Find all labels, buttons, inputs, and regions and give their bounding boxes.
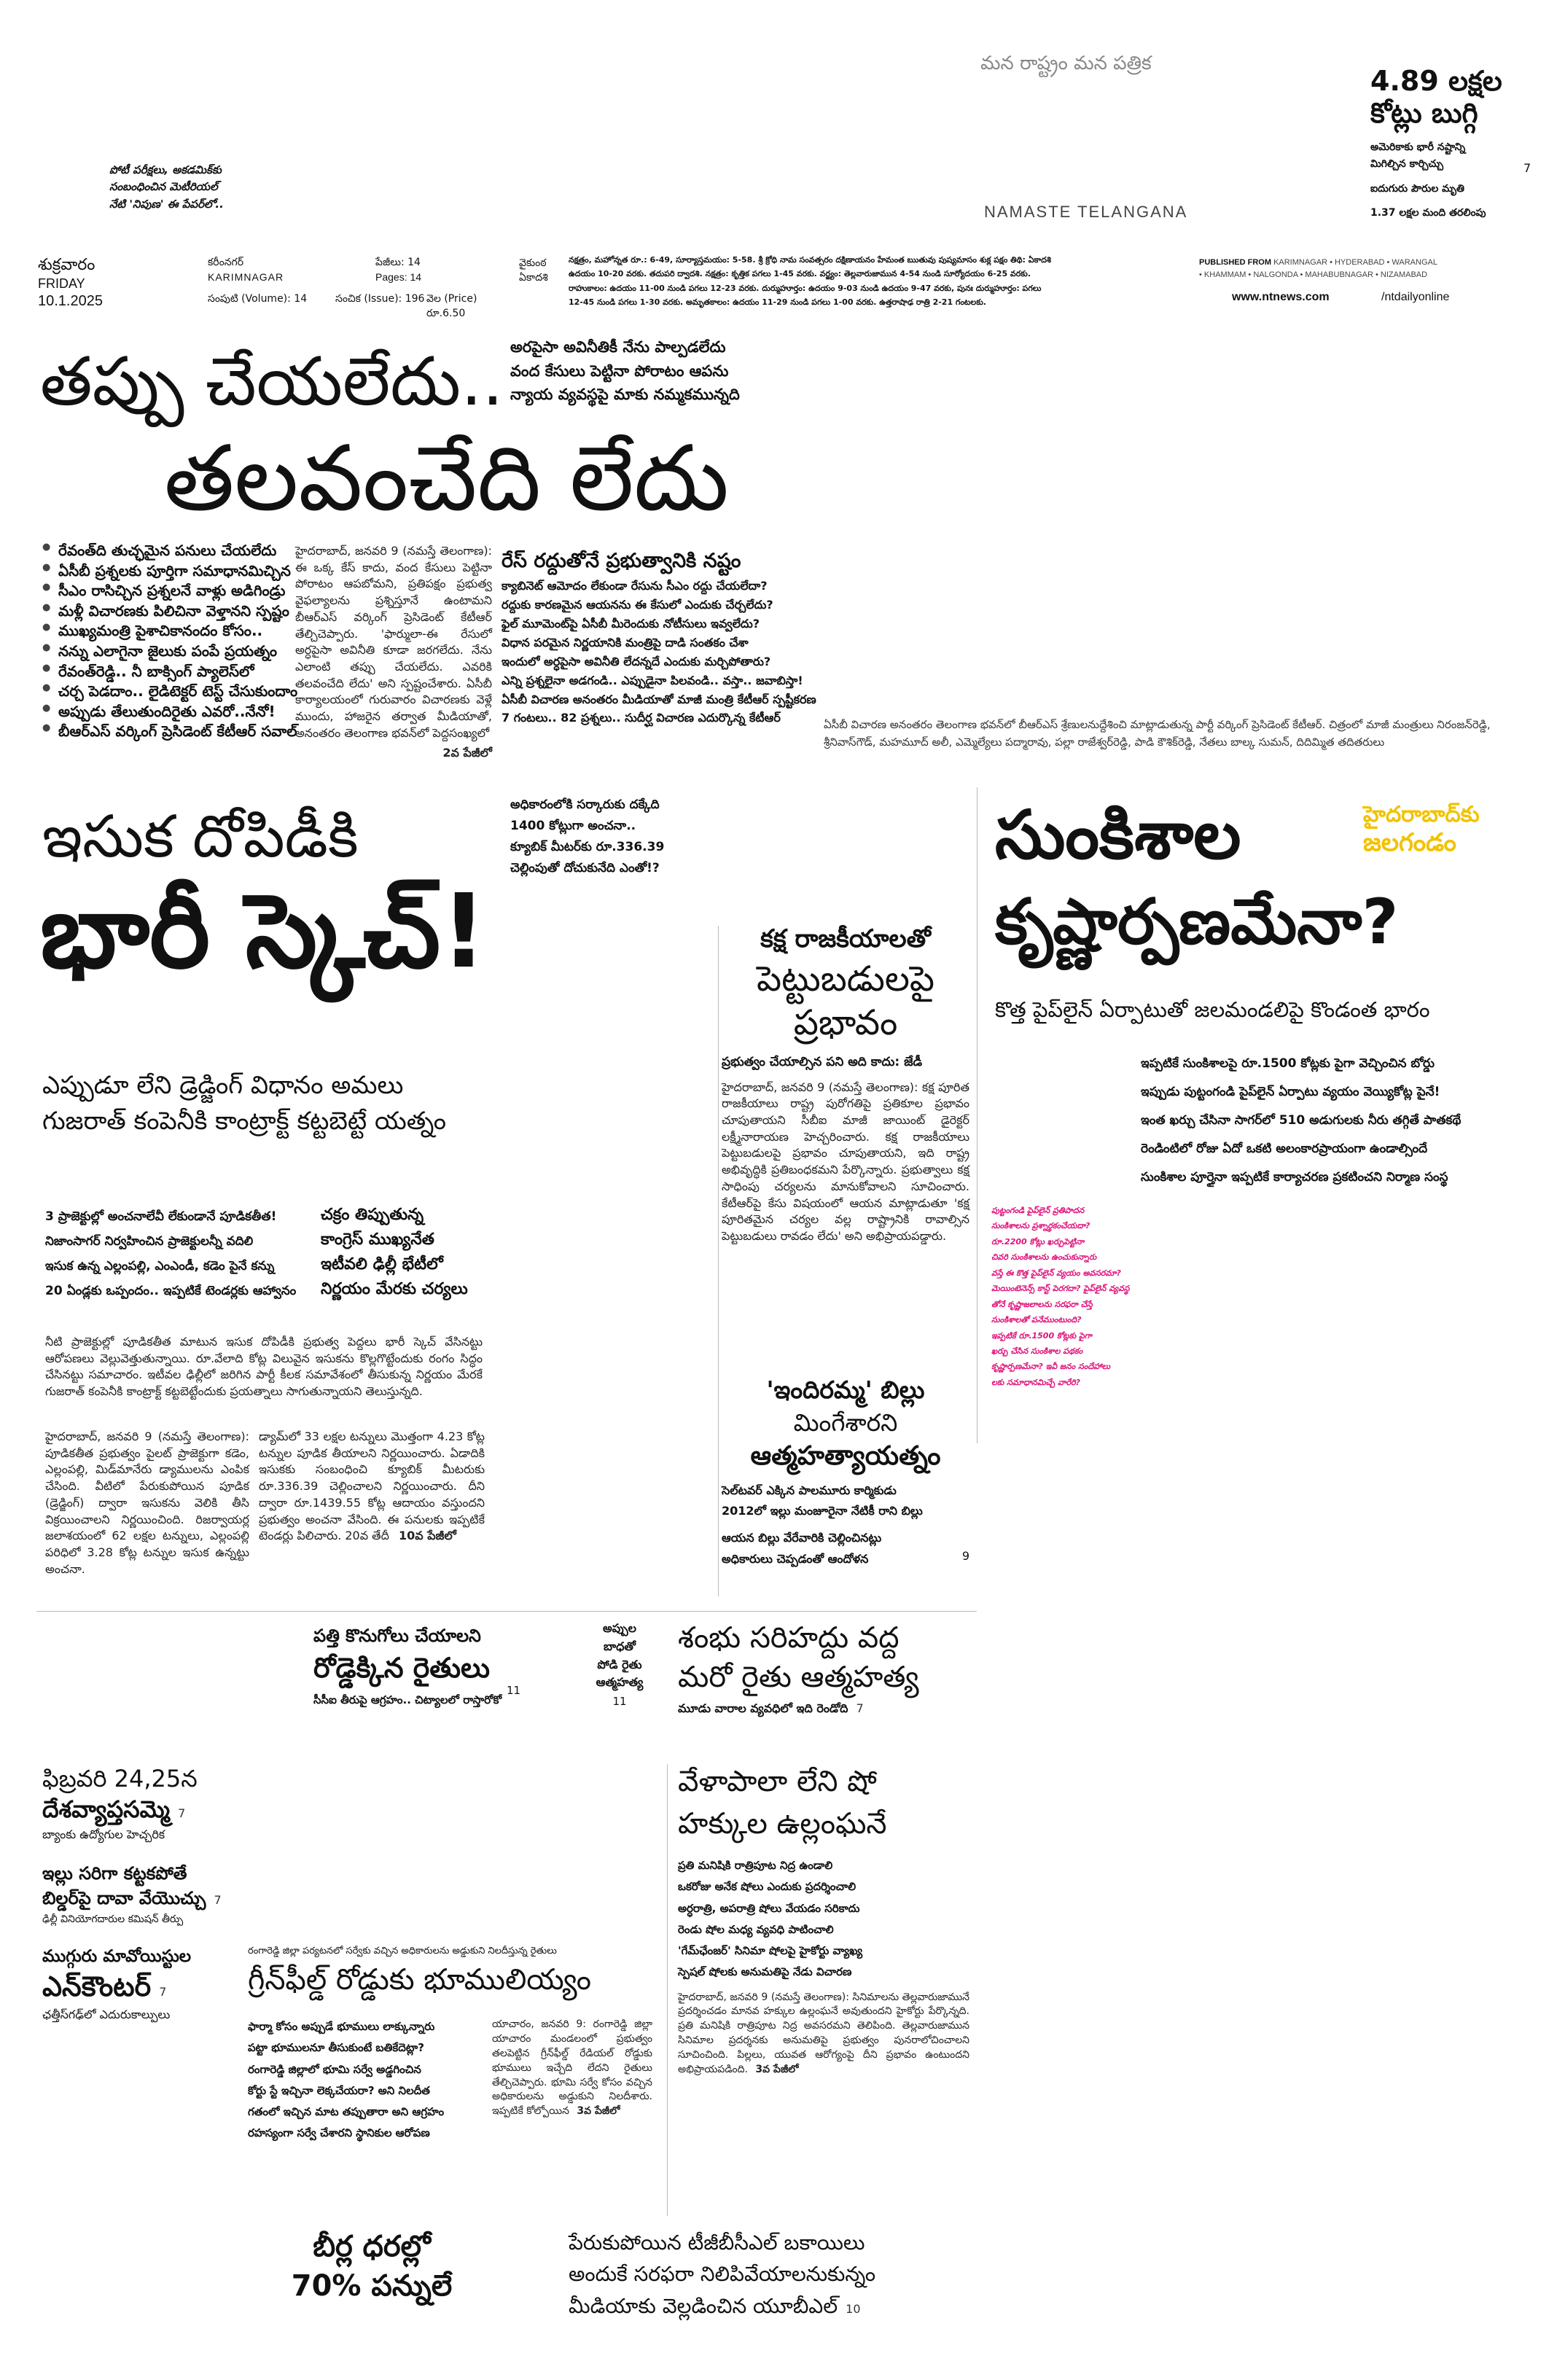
published-from: PUBLISHED FROM KARIMNAGAR • HYDERABAD • WARANGAL • KHAMMAM • NALGONDA • MAHABUBNAGAR • NIZAMABAD www.ntnews.com /ntdailyonline (1199, 258, 1450, 303)
cotton-story: పత్తి కొనుగోలు చేయాలని రోడ్డెక్కిన రైతులు 11 సీసీఐ తీరుపై ఆగ్రహం.. చిట్యాలలో రాస్తారోకో (313, 1626, 521, 1706)
topright-story: 4.89 లక్షల కోట్లు బుగ్గి అమెరికాకు భారీ నష్టాన్ని మిగిల్చిన కార్చిచ్చు 7 ఐదుగురు పౌరుల మృతి 1.37 లక్షల మంది తరలింపు (1370, 66, 1545, 221)
day-en: FRIDAY (38, 276, 85, 291)
edition-block (208, 255, 514, 320)
shambhu-page-ref: 7 (856, 1701, 864, 1715)
topright-headline-1: 4.89 లక్షల (1370, 65, 1502, 97)
sand-continuation[interactable]: 10వ పేజీలో (399, 1529, 456, 1543)
shows-body: హైదరాబాద్, జనవరి 9 (నమస్తే తెలంగాణ): సినిమాలను తెల్లవారుజామునే ప్రదర్శించడం మానవ హక్కుల ఉల్లంఘనే అవుతుందని హైకోర్టు పేర్కొన్నది. ప్రతి మనిషికి రాత్రిపూట నిద్ర అవసరమని తెలిపింది. తెల్లవారుజామున సినిమాల ప్రదర్శనకు అనుమతిపై ప్రభుత్వం పునరాలోచించాలని సూచించింది. పిల్లలు, యువత ఆరోగ్యంపై దీని ప్రభావం ఉంటుందని అభిప్రాయపడింది. 3వ పేజీలో (678, 1991, 969, 2075)
date-block (38, 255, 184, 311)
lead-photo-caption: ఏసీబీ విచారణ అనంతరం తెలంగాణ భవన్‌లో బీఆర్ఎస్ శ్రేణులనుద్దేశించి మాట్లాడుతున్న పార్టీ వర్కింగ్ ప్రెసిడెంట్ కేటీఆర్. చిత్రంలో మాజీ మంత్రులు నిరంజన్‌రెడ్డి, శ్రీనివాస్‌గౌడ్, మహమూద్ అలీ, ఎమ్మెల్యేలు పద్మారావు, పల్లా రాజేశ్వర్‌రెడ్డి, పాడి కౌశిక్‌రెడ్డి, నేతలు బాల్క సుమన్, దిదిమ్మిత తదితరులు (824, 718, 1491, 749)
jd-kicker: ప్రభుత్వం చేయాల్సిన పని అది కాదు: జేడీ (722, 1054, 923, 1069)
lead-bullets: ● రేవంత్‌ది తుచ్ఛమైన పనులు చేయలేదు ● ఏసీబీ ప్రశ్నలకు పూర్తిగా సమాధానమిచ్చిన ● సీఎం రాసిచ్చిన ప్రశ్నలనే వాళ్లు అడిగిండ్రు ● మళ్లీ విచారణకు పిలిచినా వెళ్తానని స్పష్టం ● ముఖ్యమంత్రి పైశాచికానందం కోసం.. ● నన్ను ఎలాగైనా జైలుకు పంపే ప్రయత్నం ● రేవంత్‌రెడ్డి.. నీ బాక్సింగ్ ప్యాలెస్‌లో ● చర్చ పెడదాం.. లైడిటెక్టర్ టెస్ట్ చేసుకుందాం ● అప్పుడు తేలుతుందిరైతు ఎవరో..నేనో! ● బీఆర్ఎస్ వర్కింగ్ ప్రెసిడెంట్ కేటీఆర్ సవాల్ (42, 541, 312, 742)
jd-headline-1: కక్ష రాజకీయాలతో (760, 924, 931, 953)
beer-page-ref: 10 (846, 2301, 861, 2316)
left-briefs (42, 1764, 261, 2216)
shows-points: ప్రతి మనిషికి రాత్రిపూట నిద్ర ఉండాలి ఒకరోజు అనేక షోలు ఎందుకు ప్రదర్శించాలి అర్ధరాత్రి, అపరాత్రి షోలు వేయడం సరికాదు రెండు షోల మధ్య వ్యవధి పాటించాలి 'గేమ్‌ఛేంజర్' సినిమా షోలపై హైకోర్టు వ్యాఖ్య స్పెషల్ షోలకు అనుమతిపై నేడు విచారణ (678, 1859, 863, 1979)
sand-intro: నీటి ప్రాజెక్టుల్లో పూడికతీత మాటున ఇసుక దోపిడీకి ప్రభుత్వ పెద్దలు భారీ స్కెచ్ వేసినట్టు ఆరోపణలు వెల్లువెత్తుతున్నాయి. రూ.వేలాది కోట్ల విలువైన ఇసుకను కొల్లగొట్టేందుకు రంగం సిద్ధం చేసినట్టు సమాచారం. ఇటీవల ఢిల్లీలో జరిగిన పార్టీ కీలక సమావేశంలో తీసుకున్న నిర్ణయం మేరకే గుజరాత్ కంపెనీకి కాంట్రాక్ట్ కట్టబెట్టేందుకు ప్రయత్నాలు సాగుతున్నాయని తెలుస్తున్నది. (45, 1335, 483, 1399)
sunkishala-pink-box: పుట్టంగండి పైప్‌లైన్ ప్రతిపాదన సుంకిశాలను ప్రశ్నార్థకంచేయదా? రూ.2200 కోట్లు ఖర్చుపెట్టినా చివరి సుంకిశాలను ఉంచుకున్నారు వస్తే ఈ కొత్త పైప్‌లైన్ వ్యయం అవసరమా? మెయింటెనెన్స్ కాస్ట్ పెరగదా? పైప్‌లైన్ వ్యవస్థ తోనే కృష్ణాజలాలను సరఫరా చేస్తే సుంకిశాలతో పనేముంటుంది? ఇప్పటికే రూ.1500 కోట్లకు పైగా ఖర్చు చేసిన సుంకిశాల పథకం కృష్ణార్పణమేనా? ఇవీ జనం సందేహాలు లకు సమాధానమిచ్చే వారేరి? (991, 1206, 1130, 1387)
sand-deck: ఎప్పుడూ లేని డ్రెడ్జింగ్ విధానం అమలు గుజరాత్ కంపెనీకి కాంట్రాక్ట్ కట్టబెట్టే యత్నం (42, 1071, 446, 1136)
pages-en: Pages: 14 (375, 271, 422, 283)
edition-en: KARIMNAGAR (208, 271, 284, 283)
sunkishala-story (984, 787, 1545, 1458)
house-brief: ఇల్లు సరిగా కట్టకపోతే బిల్డర్‌పై దావా వేయొచ్చు 7 ఢిల్లీ వినియోగదారుల కమిషన్ తీర్పు (42, 1862, 222, 1926)
topright-page-ref: 7 (1523, 161, 1531, 176)
beer-lines: పేరుకుపోయిన టీజీబీసీఎల్ బకాయిలు అందుకే సరఫరా నిలిపివేయాలనుకున్నం మీడియాకు వెల్లడించిన యూబీఎల్ 10 (569, 2231, 876, 2318)
indiramma-page-ref: 9 (961, 1549, 969, 1564)
lead-kicker: అరపైసా అవినీతికీ నేను పాల్పడలేదు వంద కేసులు పెట్టినా పోరాటం ఆపను న్యాయ వ్యవస్థపై మాకు నమ్మకమున్నది (510, 338, 740, 404)
greenfield-story (248, 1945, 656, 2200)
shows-continuation[interactable]: 3వ పేజీలో (755, 2063, 799, 2075)
shambhu-story: శంభు సరిహద్దు వద్ద మరో రైతు ఆత్మహత్య మూడు వారాల వ్యవధిలో ఇది రెండోది 7 (678, 1621, 919, 1715)
social-handle[interactable]: /ntdailyonline (1381, 291, 1450, 303)
greenfield-headline: గ్రీన్‌ఫీల్డ్ రోడ్డుకు భూములియ్యం (248, 1963, 591, 1997)
sand-right-points: చక్రం తిప్పుతున్న కాంగ్రెస్ ముఖ్యనేత ఇటీవలి ఢిల్లీ భేటీలో నిర్ణయం మేరకు చర్యలు (321, 1206, 468, 1299)
indiramma-story: 'ఇందిరమ్మ' బిల్లు మింగేశారని ఆత్మహత్యాయత్నం సెల్‌టవర్ ఎక్కిన పాలమూరు కార్మికుడు 2012లో ఇల్లు మంజూరైనా నేటికీ రాని బిల్లు ఆయన బిల్లు వేరేవారికి చెల్లించినట్లు అధికారులు చెప్పడంతో ఆందోళన 9 (722, 1376, 969, 1566)
website-link[interactable]: www.ntnews.com (1232, 291, 1330, 303)
column-divider (667, 1764, 668, 2216)
beer-story (241, 2227, 969, 2365)
sunkishala-points: ఇప్పటికే సుంకిశాలపై రూ.1500 కోట్లకు పైగా వెచ్చించిన బోర్డు ఇప్పుడు పుట్టంగండి పైప్‌లైన్ ఏర్పాటు వ్యయం వెయ్యికోట్ల పైనే! ఇంత ఖర్చు చేసినా సాగర్‌లో 510 అడుగులకు నీరు తగ్గితే పాతకథే రెండింటిలో రోజు ఏదో ఒకటి అలంకారప్రాయంగా ఉండాల్సిందే సుంకిశాల పూర్తైనా ఇప్పటికే కార్యాచరణ ప్రకటించని నిర్మాణ సంస్థ (1141, 1056, 1462, 1185)
sand-body-col1: హైదరాబాద్, జనవరి 9 (నమస్తే తెలంగాణ): పూడికతీత ప్రభుత్వం పైలట్ ప్రాజెక్టుగా కడెం, ఎల్లంపల్లి, మిడ్‌మానేరు డ్యాములను ఎంపిక చేసింది. వీటిలో పేరుకుపోయిన పూడిక (డ్రెడ్జింగ్) ద్వారా ఇసుకను వెలికి తీసి విక్రయించాలని నిర్ణయించింది. రిజర్వాయర్ల జలాశయంలో 62 లక్షల టన్నులు, ఎల్లంపల్లి పరిధిలో 3.28 కోట్ల టన్నుల ఇసుక ఉన్నట్టు అంచనా. (45, 1429, 249, 1576)
promo-note: పోటీ పరీక్షలు, అకడమిక్‌కు సంబంధించిన మెటీరియల్ నేటి 'నిపుణ' ఈ పేపర్‌లో.. (109, 163, 224, 211)
jd-story (722, 922, 969, 1359)
greenfield-continuation[interactable]: 3వ పేజీలో (577, 2105, 620, 2118)
sand-kicker: అధికారంలోకి సర్కారుకు దక్కేది 1400 కోట్లుగా అంచనా.. క్యూబిక్ మీటర్‌కు రూ.336.39 చెల్లింపుతో దోచుకునేది ఎంతో!? (510, 797, 665, 875)
cotton-page-ref: 11 (507, 1683, 521, 1697)
lead-side-story: రేస్ రద్దుతోనే ప్రభుత్వానికి నష్టం క్యాబినెట్ ఆమోదం లేకుండా రేసును సీఎం రద్దు చేయలేదా? రద్దుకు కారణమైన ఆయనను ఈ కేసులో ఎందుకు చేర్చలేదు? ఫైల్ మూమెంట్‌పై ఏసీబీ మీరెందుకు నోటీసులు ఇవ్వలేదు? విధాన పరమైన నిర్ణయానికి మంత్రిపై దాడి సంతకం చేశా ఇందులో అర్ధపైసా అవినీతి లేదన్నదే ఎందుకు మర్చిపోతారు? ఎన్ని ప్రశ్నలైనా అడగండి.. ఎప్పుడైనా పిలవండి.. వస్తా.. జవాబిస్తా! ఏసీబీ విచారణ అనంతరం మీడియాతో మాజీ మంత్రి కేటీఆర్ స్పష్టీకరణ 7 గంటలు.. 82 ప్రశ్నలు.. సుదీర్ఘ విచారణ ఎదుర్కొన్న కేటీఆర్ (502, 548, 822, 727)
jd-headline-2: పెట్టుబడులపై (756, 958, 935, 999)
topright-headline-2: కోట్లు బుగ్గి (1370, 96, 1478, 129)
debt-page-ref: 11 (612, 1695, 627, 1709)
debt-story: అప్పుల బాధతో పోడి రైతు ఆత్మహత్య 11 (580, 1620, 660, 1744)
greenfield-points: ఫార్మా కోసం అప్పుడే భూములు లాక్కున్నారు పట్టా భూములనూ తీసుకుంటే బతికేదెట్లా? రంగారెడ్డి జిల్లాలో భూమి సర్వే అడ్డగించిన కోర్టు స్టే ఇచ్చినా లెక్కచేయరా? అని నిలదీత గతంలో ఇచ్చిన మాట తప్పుతారా అని ఆగ్రహం రహస్యంగా సర్వే చేశారని స్థానికుల ఆరోపణ (248, 2020, 445, 2140)
sand-headline-2: భారీ స్కెచ్! (40, 873, 488, 991)
greenfield-kicker: రంగారెడ్డి జిల్లా పర్యటనలో సర్వేకు వచ్చిన అధికారులను అడ్డుకుని నిలదీస్తున్న రైతులు (248, 1946, 557, 1956)
maoist-brief: ముగ్గురు మావోయిస్టుల ఎన్‌కౌంటర్ 7 ఛత్తీస్‌గఢ్‌లో ఎదురుకాల్పులు (42, 1947, 192, 2021)
sunkishala-headline-1: సుంకిశాల (995, 796, 1241, 874)
issue-date: 10.1.2025 (38, 293, 103, 309)
sand-story (0, 787, 722, 1618)
lead-side-head: రేస్ రద్దుతోనే ప్రభుత్వానికి నష్టం (502, 550, 741, 572)
sunkishala-deck: కొత్త పైప్‌లైన్ ఏర్పాటుతో జలమండలిపై కొండంత భారం (995, 997, 1430, 1022)
panchangam: నక్షత్రం, మహోన్నత రూ.: 6-49, సూర్యాస్తమయం: 5-58. శ్రీ క్రోధి నామ సంవత్సరం దక్షిణాయనం హేమంత ఋతువు పుష్యమాసం శుక్ల పక్షం తిథి: ఏకాదశి ఉదయం 10-20 వరకు. తదుపరి ద్వాదశి. నక్షత్రం: కృత్తిక పగలు 1-45 వరకు. వర్జ్యం: తెల్లవారుజామున 4-54 నుండి సూర్యోదయం 6-25 వరకు. రాహుకాలం: ఉదయం 11-00 నుండి పగలు 12-23 వరకు. దుర్ముహూర్తం: ఉదయం 9-03 నుండి ఉదయం 9-47 వరకు, పునః దుర్ముహూర్తం: పగలు 12-45 నుండి పగలు 1-30 వరకు. అమృతకాలం: ఉదయం 11-29 నుండి పగలు 1-00 వరకు. ఉత్తరాషాఢ రాత్రి 2-21 గంటలకు. (569, 255, 1051, 307)
lead-headline-2: తలవంచేది లేదు (164, 426, 729, 531)
row-divider (36, 1611, 977, 1612)
lead-story (0, 335, 1557, 773)
jd-body: హైదరాబాద్, జనవరి 9 (నమస్తే తెలంగాణ): కక్ష పూరిత రాజకీయాలు రాష్ట్ర పురోగతిపై ప్రతికూల ప్రభావం చూపుతాయని సీబీఐ మాజీ జాయింట్ డైరెక్టర్ లక్ష్మీనారాయణ హెచ్చరించారు. కక్ష రాజకీయాలు పెట్టుబడులపై ప్రభావం చూపుతాయని, ఇది రాష్ట్ర అభివృద్ధికి ప్రతిబంధకమని పేర్కొన్నారు. ప్రభుత్వాలు కక్ష సాధింపు చర్యలను మానుకోవాలని సూచించారు. కేటీఆర్‌పై కేసు విషయంలో ఆయన మాట్లాడుతూ 'కక్ష పూరితమైన చర్యల వల్ల రాష్ట్రానికి రావాల్సిన పెట్టుబడులు రావడం లేదు' అని అభిప్రాయపడ్డారు. (722, 1080, 969, 1244)
jalagandam-badge: హైదరాబాద్‌కు జలగండం (1363, 802, 1480, 857)
lead-headline-1: తప్పు చేయలేదు.. (40, 343, 504, 421)
publication-name: NAMASTE TELANGANA (984, 203, 1188, 221)
masthead-tagline: మన రాష్ట్రం మన పత్రిక (980, 52, 1152, 74)
masthead (0, 0, 1557, 321)
beer-headline: బీర్ల ధరల్లో 70% పన్నులే (291, 2230, 453, 2303)
sand-body-col2: డ్యామ్‌లో 33 లక్షల టన్నులు మొత్తంగా 4.23 కోట్ల టన్నుల పూడిక తీయాలని నిర్ణయించారు. ఏడాదికి ఇసుకకు సంబంధించి క్యూబిక్ మీటరుకు రూ.336.39 చెల్లించాలని నిర్ణయించారు. దీని ద్వారా రూ.1439.55 కోట్ల ఆదాయం వస్తుందని ప్రభుత్వం అంచనా వేసింది. ఈ పనులకు ఇప్పటికే టెండర్లు పిలిచారు. 20వ తేదీ 10వ పేజీలో (259, 1429, 485, 1543)
lead-continuation[interactable]: 2వ పేజీలో (442, 745, 492, 760)
issue: సంచిక (Issue): 196 (335, 293, 425, 305)
greenfield-body: యాచారం, జనవరి 9: రంగారెడ్డి జిల్లా యాచారం మండలంలో ప్రభుత్వం తలపెట్టిన గ్రీన్‌ఫీల్డ్ రేడియల్ రోడ్డుకు భూములు ఇచ్చేది లేదని రైతులు తేల్చిచెప్పారు. భూమి సర్వే కోసం వచ్చిన అధికారులను అడ్డుకుని నిలదీశారు. ఇప్పటికే కోల్పోయిన 3వ పేజీలో (492, 2018, 652, 2118)
day-te: శుక్రవారం (38, 256, 95, 274)
strike-brief: ఫిబ్రవరి 24,25న దేశవ్యాప్తసమ్మె 7 బ్యాంకు ఉద్యోగుల హెచ్చరిక (42, 1765, 198, 1842)
shows-story: వేళాపాలా లేని షో హక్కుల ఉల్లంఘనే ప్రతి మనిషికి రాత్రిపూట నిద్ర ఉండాలి ఒకరోజు అనేక షోలు ఎందుకు ప్రదర్శించాలి అర్ధరాత్రి, అపరాత్రి షోలు వేయడం సరికాదు రెండు షోల మధ్య వ్యవధి పాటించాలి 'గేమ్‌ఛేంజర్' సినిమా షోలపై హైకోర్టు వ్యాఖ్య స్పెషల్ షోలకు అనుమతిపై నేడు విచారణ హైదరాబాద్, జనవరి 9 (నమస్తే తెలంగాణ): సినిమాలను తెల్లవారుజామునే ప్రదర్శించడం మానవ హక్కుల ఉల్లంఘనే అవుతుందని హైకోర్టు పేర్కొన్నది. ప్రతి మనిషికి రాత్రిపూట నిద్ర అవసరమని తెలిపింది. తెల్లవారుజామున సినిమాల ప్రదర్శనకు అనుమతిపై ప్రభుత్వం పునరాలోచించాలని సూచించింది. పిల్లలు, యువత ఆరోగ్యంపై దీని ప్రభావం ఉంటుందని అభిప్రాయపడింది. 3వ పేజీలో (678, 1760, 969, 2212)
pages-te: పేజీలు: 14 (375, 257, 421, 268)
jd-headline-3: ప్రభావం (793, 1002, 898, 1043)
sand-left-points: 3 ప్రాజెక్టుల్లో అంచనాలేవీ లేకుండానే పూడికతీత! నిజాంసాగర్ నిర్వహించిన ప్రాజెక్టులన్నీ వదిలి ఇసుక ఉన్న ఎల్లంపల్లి, ఎంఎండీ, కడెం పైనే కన్ను 20 ఏండ్లకు ఒప్పందం.. ఇప్పటికే టెండర్లకు ఆహ్వానం (45, 1209, 297, 1298)
edition-te: కరీంనగర్ (208, 257, 243, 268)
lead-body: హైదరాబాద్, జనవరి 9 (నమస్తే తెలంగాణ): ఈ ఒక్క కేస్ కాదు, వంద కేసులు పెట్టినా పోరాటం ఆపబోమని, ప్రతిపక్షం ప్రభుత్వ వైఫల్యాలను ప్రశ్నిస్తూనే ఉంటామని బీఆర్ఎస్ వర్కింగ్ ప్రెసిడెంట్ కేటీఆర్ తేల్చిచెప్పారు. 'ఫార్ములా-ఈ రేసులో అర్ధపైసా అవినీతి కూడా జరగలేదు. నేను ఎలాంటి తప్పు చేయలేదు. ఎవరికి తలవంచేది లేదు' అని స్పష్టంచేశారు. ఏసీబీ కార్యాలయంలో గురువారం విచారణకు వెళ్లే ముందు, హాజరైన తర్వాత మీడియాతో, అనంతరం తెలంగాణ భవన్‌లో పెద్దసంఖ్యలో 2వ పేజీలో (295, 543, 492, 761)
volume: సంపుటి (Volume): 14 (208, 293, 308, 305)
lunar-date: వైకుంఠ ఏకాదశి (519, 257, 548, 284)
sand-headline-1: ఇసుక దోపిడీకి (42, 803, 359, 870)
column-divider (718, 926, 719, 1596)
price: వెల (Price) రూ.6.50 (426, 293, 477, 320)
sunkishala-headline-2: కృష్ణార్పణమేనా? (995, 886, 1399, 959)
